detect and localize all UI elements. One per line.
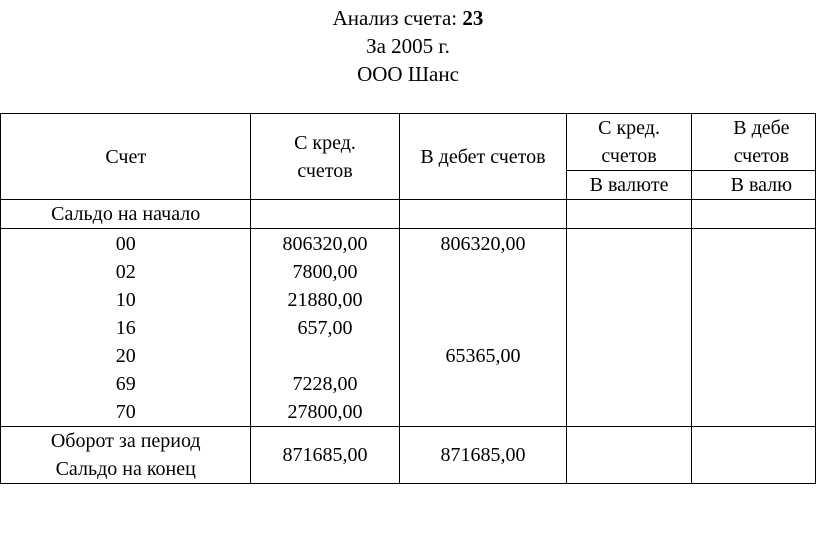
debit-value: [400, 398, 567, 426]
turnover-debit-currency: [691, 427, 815, 484]
account-row: 16: [115, 316, 136, 339]
report-title: [0, 4, 816, 32]
debit-value: [400, 286, 567, 314]
debit-value: 65365,00: [445, 344, 521, 367]
company-name: ООО Шанс: [357, 62, 459, 86]
account-row: 69: [115, 372, 136, 395]
account-row: 00: [115, 232, 136, 255]
totals-labels: [1, 427, 251, 484]
credit-currency-column: [567, 229, 691, 427]
header-credit-line2: счетов: [297, 159, 353, 182]
accounts-column: [1, 229, 251, 427]
report-title-label: Анализ счета:: [332, 6, 458, 30]
credit-value: 27800,00: [287, 400, 363, 423]
credit-value: 21880,00: [287, 288, 363, 311]
turnover-debit: 871685,00: [440, 444, 526, 466]
debit-value: [400, 314, 567, 342]
account-row: 02: [115, 260, 136, 283]
account-row: 20: [115, 344, 136, 367]
subheader-debit-currency: В валю: [691, 171, 815, 200]
header-debit: В дебет счетов: [399, 114, 567, 200]
header-credit-currency-line1: С кред.: [598, 117, 660, 139]
debit-value: [400, 258, 567, 286]
account-analysis-table: [0, 113, 816, 484]
debit-value: 806320,00: [440, 232, 526, 255]
opening-balance-label: Сальдо на начало: [1, 200, 251, 229]
credit-value: 806320,00: [282, 232, 368, 255]
credit-value: 7228,00: [292, 372, 358, 395]
report-header: [0, 4, 816, 88]
opening-balance-debit-currency: [691, 200, 815, 229]
header-credit: [251, 114, 399, 200]
debit-currency-column: [691, 229, 815, 427]
opening-balance-debit: [399, 200, 567, 229]
turnover-label: Оборот за период: [50, 430, 201, 452]
opening-balance-credit-currency: [567, 200, 691, 229]
opening-balance-credit: [251, 200, 399, 229]
credit-column: [251, 229, 399, 427]
subheader-credit-currency: В валюте: [567, 171, 691, 200]
debit-column: [399, 229, 567, 427]
header-credit-line1: С кред.: [294, 131, 356, 154]
header-account: Счет: [1, 114, 251, 200]
turnover-credit-cell: [251, 427, 399, 484]
turnover-credit: 871685,00: [282, 444, 368, 466]
account-number: 23: [462, 6, 484, 30]
header-credit-currency: [567, 114, 691, 171]
header-debit-currency-line1: В дебе: [733, 117, 790, 139]
header-credit-currency-line2: счетов: [601, 145, 657, 167]
debit-value: [400, 370, 567, 398]
report-period: За 2005 г.: [366, 34, 450, 58]
closing-balance-label: Сальдо на конец: [55, 458, 196, 480]
account-row: 70: [115, 400, 136, 423]
credit-value: 7800,00: [292, 260, 358, 283]
credit-value: [251, 342, 398, 370]
account-row: 10: [115, 288, 136, 311]
turnover-credit-currency: [567, 427, 691, 484]
header-debit-currency: [691, 114, 815, 171]
credit-value: 657,00: [297, 316, 353, 339]
turnover-debit-cell: [399, 427, 567, 484]
header-debit-currency-line2: счетов: [733, 145, 790, 167]
